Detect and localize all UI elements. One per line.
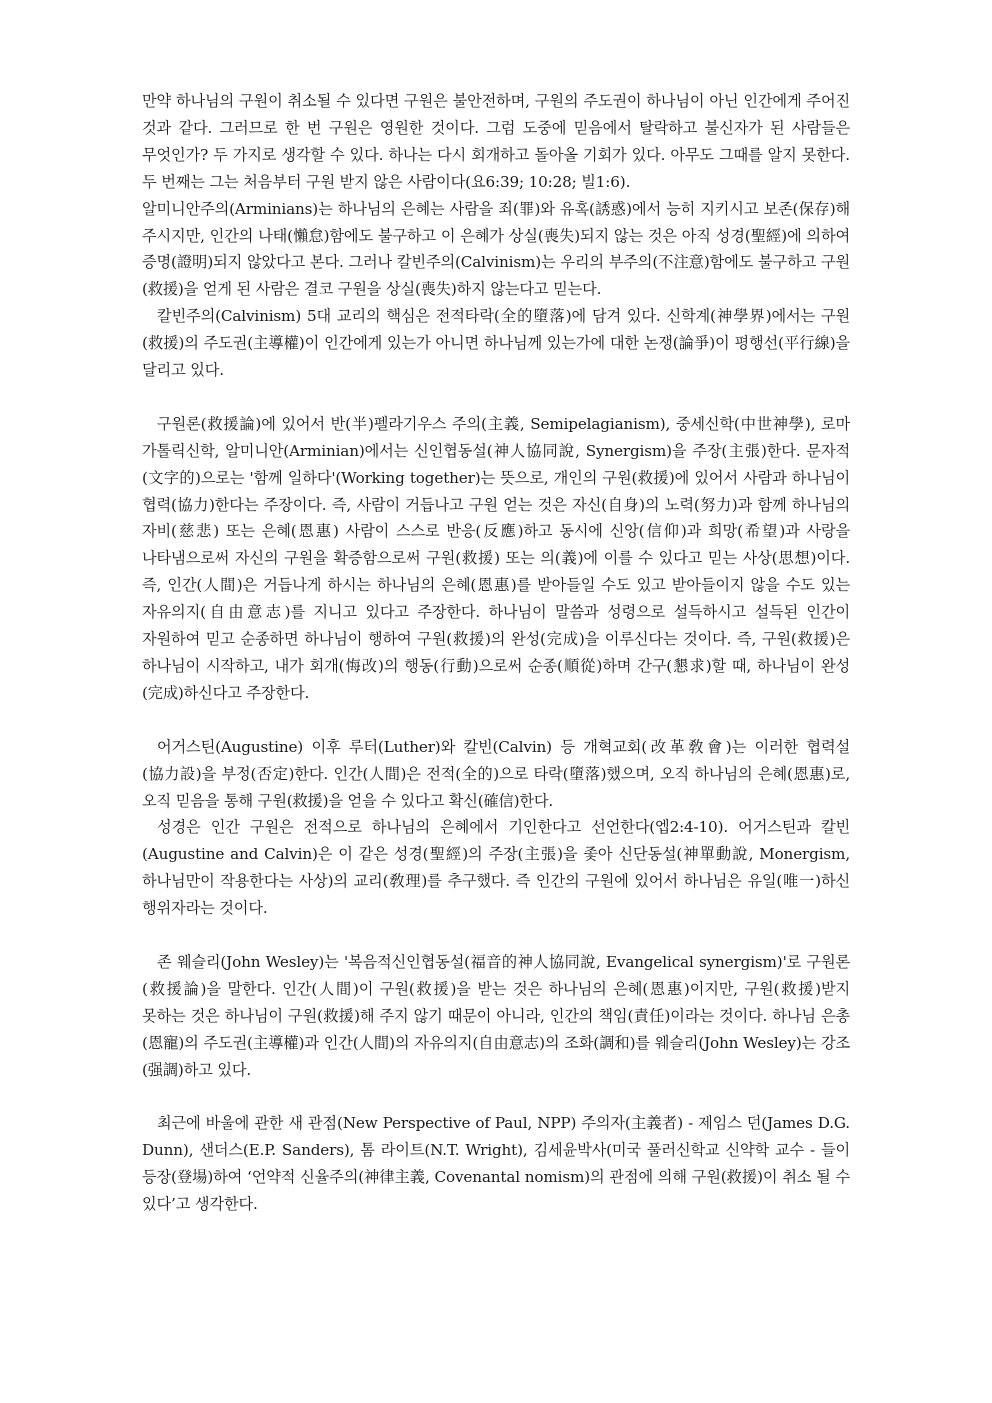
paragraph-monergism: 성경은 인간 구원은 전적으로 하나님의 은혜에서 기인한다고 선언한다(엡2:4-10). 어거스틴과 칼빈(Augustine and Calvin)은 이 같은 성경(聖經)의 주장(主張)을 좇아 신단동설(神單動說, Monergism, 하나님만이 작용한다는 사상)의 교리(敎理)를 추구했다. 즉 인간의 구원에 있어서 하나님은 유일(唯一)하신 행위자라는 것이다. <box>142 818 850 918</box>
paragraph-synergism: 구원론(救援論)에 있어서 반(半)펠라기우스 주의(主義, Semipelagianism), 중세신학(中世神學), 로마 가톨릭신학, 알미니안(Arminian)에서는 신인협동설(神人協同說, Synergism)을 주장(主張)한다. 문자적(文字的)으로는 '함께 일하다'(Working together)는 뜻으로, 개인의 구원(救援)에 있어서 사람과 하나님이 협력(協力)한다는 주장이다. 즉, 사람이 거듭나고 구원 얻는 것은 자신(自身)의 노력(努力)과 함께 하나님의 자비(慈悲) 또는 은혜(恩惠) 사람이 스스로 반응(反應)하고 동시에 신앙(信仰)과 희망(希望)과 사랑을 나타냄으로써 자신의 구원을 확증함으로써 구원(救援) 또는 의(義)에 이를 수 있다고 믿는 사상(思想)이다. 즉, 인간(人間)은 거듭나게 하시는 하나님의 은혜(恩惠)를 받아들일 수도 있고 받아들이지 않을 수도 있는 자유의지(自由意志)를 지니고 있다고 주장한다. 하나님이 말씀과 성령으로 설득하시고 설득된 인간이 자원하여 믿고 순종하면 하나님이 행하여 구원(救援)의 완성(完成)을 이루신다는 것이다. 즉, 구원(救援)은 하나님이 시작하고, 내가 회개(悔改)의 행동(行動)으로써 순종(順從)하며 간구(懇求)할 때, 하나님이 완성(完成)하신다고 주장한다. <box>142 414 850 702</box>
paragraph-arminians: 알미니안주의(Arminians)는 하나님의 은혜는 사람을 죄(罪)와 유혹(誘惑)에서 능히 지키시고 보존(保存)해 주시지만, 인간의 나태(懶怠)함에도 불구하고 이 은혜가 상실(喪失)되지 않는 것은 아직 성경(聖經)에 의하여 증명(證明)되지 않았다고 본다. 그러나 칼빈주의(Calvinism)는 우리의 부주의(不注意)함에도 불구하고 구원(救援)을 얻게 된 사람은 결코 구원을 상실(喪失)하지 않는다고 믿는다. <box>142 199 850 299</box>
paragraph-calvinism-core: 칼빈주의(Calvinism) 5대 교리의 핵심은 전적타락(全的墮落)에 담겨 있다. 신학계(神學界)에서는 구원(救援)의 주도권(主導權)이 인간에게 있는가 아니면 하나님께 있는가에 대한 논쟁(論爭)이 평행선(平行線)을 달리고 있다. <box>142 307 850 380</box>
paragraph-john-wesley: 존 웨슬리(John Wesley)는 '복음적신인협동설(福音的神人協同說, Evangelical synergism)'로 구원론(救援論)을 말한다. 인간(人間)이 구원(救援)을 받는 것은 하나님의 은혜(恩惠)이지만, 구원(救援)받지 못하는 것은 하나님이 구원(救援)해 주지 않기 때문이 아니라, 인간의 책임(責任)이라는 것이다. 하나님 은총(恩寵)의 주도권(主導權)과 인간(人間)의 자유의지(自由意志)의 조화(調和)를 웨슬리(John Wesley)는 강조(强調)하고 있다. <box>142 952 850 1079</box>
paragraph-new-perspective: 최근에 바울에 관한 새 관점(New Perspective of Paul, NPP) 주의자(主義者) - 제임스 던(James D.G. Dunn), 샌더스(E.P. Sanders), 톰 라이트(N.T. Wright), 김세윤박사(미국 풀러신학교 신약학 교수 - 들이 등장(登場)하여 ‘언약적 신율주의(神律主義, Covenantal nomism)의 관점에 의해 구원(救援)이 취소 될 수 있다’고 생각한다. <box>142 1114 850 1214</box>
document-page <box>142 88 850 1218</box>
paragraph-reformed-church: 어거스틴(Augustine) 이후 루터(Luther)와 칼빈(Calvin) 등 개혁교회(改革敎會)는 이러한 협력설(協力設)을 부정(否定)한다. 인간(人間)은 전적(全的)으로 타락(墮落)했으며, 오직 하나님의 은혜(恩惠)로, 오직 믿음을 통해 구원(救援)을 얻을 수 있다고 확신(確信)한다. <box>142 737 850 810</box>
paragraph-eternal-salvation: 만약 하나님의 구원이 취소될 수 있다면 구원은 불안전하며, 구원의 주도권이 하나님이 아닌 인간에게 주어진 것과 같다. 그러므로 한 번 구원은 영원한 것이다. 그럼 도중에 믿음에서 탈락하고 불신자가 된 사람들은 무엇인가? 두 가지로 생각할 수 있다. 하나는 다시 회개하고 돌아올 기회가 있다. 아무도 그때를 알지 못한다. 두 번째는 그는 처음부터 구원 받지 않은 사람이다(요6:39; 10:28; 빌1:6). <box>142 92 850 191</box>
